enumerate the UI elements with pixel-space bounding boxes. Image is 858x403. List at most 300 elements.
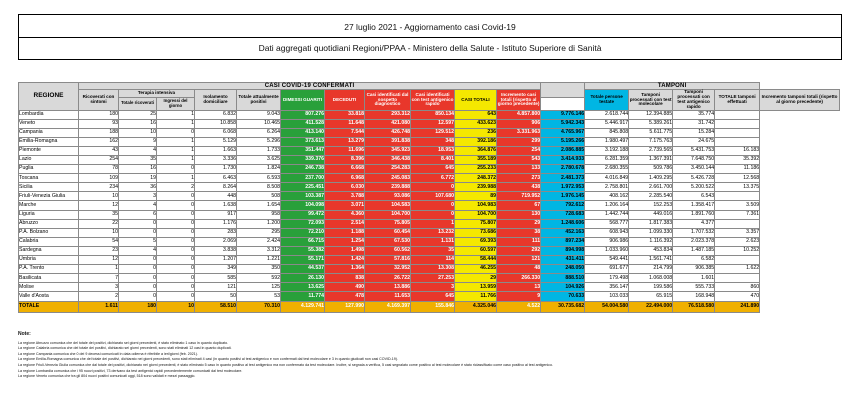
cell-value: 1.358.417: [673, 201, 715, 210]
cell-value: 1.200: [237, 219, 281, 228]
cell-value: 0: [157, 165, 195, 174]
cell-value: 239.988: [455, 183, 497, 192]
cell-value: 103.033: [585, 292, 629, 301]
cell-value: 1.733: [237, 146, 281, 155]
cell-value: 350: [237, 265, 281, 274]
cell-value: 38: [497, 228, 541, 237]
cell-value: 0: [157, 237, 195, 246]
cell-value: 283: [195, 228, 237, 237]
cell-regione: Friuli-Venezia Giulia: [19, 192, 79, 201]
cell-value: 129.512: [411, 128, 455, 137]
notes-section: [18, 331, 840, 380]
cell-value: 3.509: [715, 201, 760, 210]
cell-value: 449.016: [629, 210, 673, 219]
cell-value: 555.733: [673, 283, 715, 292]
cell-value: 67.530: [365, 237, 411, 246]
cell-value: 0: [157, 219, 195, 228]
cell-value: 4: [119, 146, 157, 155]
cell-value: 1.409.295: [629, 174, 673, 183]
sub-header-terapia-intensiva: Terapia intensiva: [119, 90, 195, 97]
cell-value: 57.816: [365, 256, 411, 265]
data-table-wrapper: [18, 82, 840, 313]
cell-value: 1.663: [195, 146, 237, 155]
cell-value: 1.976.145: [541, 192, 585, 201]
cell-value: 346.438: [365, 156, 411, 165]
cell-value: 1.254: [325, 237, 365, 246]
note-line: La regione Friuli-Venezia Giulia comunica che dal totale dei positivi, dichiarato nei giorni precedenti, è stato eliminato 5 caso in quanto positivo al test antigenico ma non confermato da test molecolare. Inoltre, si segnala a verifica, 5 casi segnalato come positivo al test molecolare è stato riclassificato come caso positivo al test antigenico.: [18, 363, 553, 367]
cell-value: 0: [411, 201, 455, 210]
cell-value: 292: [497, 246, 541, 255]
cell-value: 1.116.392: [629, 237, 673, 246]
table-body: [19, 110, 840, 312]
cell-value: 1.498: [325, 246, 365, 255]
cell-total-value: 30.735.682: [541, 301, 585, 312]
report-header: [18, 14, 842, 60]
cell-total-value: 54.004.580: [585, 301, 629, 312]
cell-value: 426.748: [365, 128, 411, 137]
cell-value: 8.401: [411, 156, 455, 165]
cell-value: [715, 137, 760, 146]
cell-total-value: 4.325.046: [455, 301, 497, 312]
cell-value: 26.722: [365, 274, 411, 283]
cell-value: 130: [497, 210, 541, 219]
cell-value: 509.786: [629, 165, 673, 174]
cell-value: 6.772: [411, 174, 455, 183]
cell-value: 906.986: [585, 237, 629, 246]
cell-value: 2.758.801: [585, 183, 629, 192]
cell-value: 99.472: [281, 210, 325, 219]
table-row: [19, 146, 840, 155]
cell-value: 19: [119, 174, 157, 183]
cell-value: 5.296: [237, 137, 281, 146]
col-header-totale-attualmente-positivi: Totale attualmente positivi: [237, 90, 281, 110]
table-row: [19, 201, 840, 210]
col-header-totale-ricoverati: Totale ricoverati: [119, 97, 157, 110]
cell-value: 104.700: [365, 210, 411, 219]
cell-value: 411.528: [281, 119, 325, 128]
table-total-row: [19, 301, 840, 312]
cell-value: 254: [79, 156, 119, 165]
cell-value: 72.093: [281, 219, 325, 228]
cell-value: 0: [119, 265, 157, 274]
cell-value: 16: [119, 119, 157, 128]
col-header-tamponi-molecolare: Tamponi processati con test molecolare: [629, 90, 673, 110]
cell-value: 408.162: [585, 192, 629, 201]
cell-value: 11.696: [325, 146, 365, 155]
cell-value: 6.264: [237, 128, 281, 137]
col-header-ricoverati-sintomi: Ricoverati con sintomi: [79, 90, 119, 110]
cell-value: 906: [497, 119, 541, 128]
col-header-dimessi-guariti: DIMESSI GUARITI: [281, 90, 325, 110]
cell-value: 3.336: [195, 156, 237, 165]
cell-value: 0: [119, 283, 157, 292]
cell-regione: Lazio: [19, 156, 79, 165]
cell-value: 860: [715, 283, 760, 292]
cell-value: 6.543: [673, 192, 715, 201]
cell-value: 293.312: [365, 110, 411, 119]
cell-value: 7.175.763: [629, 137, 673, 146]
cell-value: 5.200.522: [673, 183, 715, 192]
table-row: [19, 137, 840, 146]
cell-value: 3.450.144: [673, 165, 715, 174]
cell-value: 188: [79, 128, 119, 137]
table-row: [19, 265, 840, 274]
cell-value: 3.312: [237, 246, 281, 255]
cell-value: 1.891.760: [673, 210, 715, 219]
covid-data-table: [18, 82, 840, 313]
cell-value: 35: [411, 246, 455, 255]
cell-value: 906.385: [673, 265, 715, 274]
cell-value: 0: [157, 192, 195, 201]
cell-value: 1.033.960: [585, 246, 629, 255]
cell-value: 65.915: [629, 292, 673, 301]
cell-regione: Marche: [19, 201, 79, 210]
cell-value: 1.730: [195, 165, 237, 174]
cell-value: 1.206.164: [585, 201, 629, 210]
cell-value: 1: [79, 265, 119, 274]
cell-value: 3.414.933: [541, 156, 585, 165]
cell-value: 1.487.185: [673, 246, 715, 255]
cell-total-value: 22.494.000: [629, 301, 673, 312]
cell-value: 78: [79, 165, 119, 174]
cell-value: 691.677: [585, 265, 629, 274]
cell-value: 3.788: [325, 192, 365, 201]
cell-value: 7.544: [325, 128, 365, 137]
cell-value: 107.680: [411, 192, 455, 201]
cell-value: 10.252: [715, 246, 760, 255]
cell-value: 43: [79, 146, 119, 155]
cell-value: 29: [497, 219, 541, 228]
cell-value: 643: [455, 110, 497, 119]
cell-value: 807.276: [281, 110, 325, 119]
cell-regione: Abruzzo: [19, 219, 79, 228]
cell-value: 25: [119, 110, 157, 119]
table-row: [19, 128, 840, 137]
cell-regione: Campania: [19, 128, 79, 137]
cell-value: 2: [157, 183, 195, 192]
cell-value: 2.680.355: [585, 165, 629, 174]
cell-value: 10: [79, 228, 119, 237]
cell-value: 72.210: [281, 228, 325, 237]
cell-value: 299: [497, 137, 541, 146]
cell-value: 10.465: [237, 119, 281, 128]
cell-value: 13: [497, 283, 541, 292]
col-header-deceduti: DECEDUTI: [325, 90, 365, 110]
cell-value: 348: [411, 137, 455, 146]
cell-regione: Toscana: [19, 174, 79, 183]
cell-value: 1.188: [325, 228, 365, 237]
cell-total-value: 4.129.741: [281, 301, 325, 312]
cell-value: 345.923: [365, 146, 411, 155]
cell-value: 248.372: [455, 174, 497, 183]
cell-value: 12.568: [715, 174, 760, 183]
cell-value: 237.700: [281, 174, 325, 183]
cell-value: 0: [411, 210, 455, 219]
cell-regione: Umbria: [19, 256, 79, 265]
cell-value: 26.130: [281, 274, 325, 283]
cell-value: 111: [497, 237, 541, 246]
cell-value: 225.451: [281, 183, 325, 192]
cell-value: 46.255: [455, 265, 497, 274]
cell-value: 93: [79, 119, 119, 128]
cell-value: 3: [79, 283, 119, 292]
cell-value: 179.498: [585, 274, 629, 283]
cell-value: 719.952: [497, 192, 541, 201]
cell-value: 2.618.744: [585, 110, 629, 119]
cell-value: 4.360: [325, 210, 365, 219]
col-header-totale-tamponi: TOTALE tamponi effettuati: [715, 90, 760, 110]
cell-value: 109: [79, 174, 119, 183]
cell-value: 1.442.744: [585, 210, 629, 219]
table-row: [19, 119, 840, 128]
cell-value: 75.807: [455, 219, 497, 228]
cell-value: 585: [195, 274, 237, 283]
cell-value: 248.050: [541, 265, 585, 274]
cell-value: 958: [237, 210, 281, 219]
notes-list: [18, 341, 840, 380]
cell-value: 438: [497, 183, 541, 192]
cell-value: 69.393: [455, 237, 497, 246]
cell-value: 543: [497, 156, 541, 165]
cell-total-label: TOTALE: [19, 301, 79, 312]
cell-value: 0: [157, 228, 195, 237]
cell-value: 0: [157, 256, 195, 265]
cell-value: 894.998: [541, 246, 585, 255]
cell-value: 0: [157, 246, 195, 255]
cell-regione: Sicilia: [19, 183, 79, 192]
cell-value: 1: [157, 174, 195, 183]
cell-value: 2.623: [715, 237, 760, 246]
cell-value: 0: [119, 292, 157, 301]
cell-value: 6.832: [195, 110, 237, 119]
cell-value: 0: [157, 128, 195, 137]
cell-value: 448: [195, 192, 237, 201]
report-date-title: 27 luglio 2021 - Aggiornamento casi Covid-19: [344, 22, 516, 32]
cell-value: 4.765.967: [541, 128, 585, 137]
cell-value: 11.766: [455, 292, 497, 301]
cell-value: 44.537: [281, 265, 325, 274]
cell-total-value: 4.169.397: [365, 301, 411, 312]
cell-value: 8.264: [195, 183, 237, 192]
cell-value: 180: [79, 110, 119, 119]
cell-value: 11.653: [365, 292, 411, 301]
cell-value: 48: [497, 265, 541, 274]
cell-value: [715, 110, 760, 119]
cell-value: 104.583: [365, 201, 411, 210]
cell-value: 3.838: [195, 246, 237, 255]
cell-value: 3: [411, 283, 455, 292]
cell-value: 1.131: [411, 237, 455, 246]
cell-value: 2.086.885: [541, 146, 585, 155]
cell-value: 162: [79, 137, 119, 146]
cell-value: 89: [455, 192, 497, 201]
cell-value: 54: [79, 237, 119, 246]
cell-value: 431.411: [541, 256, 585, 265]
cell-value: 1.364: [325, 265, 365, 274]
cell-value: 5.426.728: [673, 174, 715, 183]
cell-value: 16.183: [715, 146, 760, 155]
cell-value: 32.952: [365, 265, 411, 274]
cell-value: 897.234: [541, 237, 585, 246]
table-row: [19, 156, 840, 165]
table-row: [19, 237, 840, 246]
cell-value: 13.625: [281, 283, 325, 292]
cell-value: 12: [79, 256, 119, 265]
cell-value: 234: [79, 183, 119, 192]
cell-value: 236: [455, 128, 497, 137]
cell-value: 13.308: [411, 265, 455, 274]
cell-value: 18.953: [411, 146, 455, 155]
cell-value: 0: [119, 219, 157, 228]
cell-value: 0: [411, 183, 455, 192]
cell-value: 266.330: [497, 274, 541, 283]
cell-value: 2.739.565: [629, 146, 673, 155]
cell-value: 2.514: [325, 219, 365, 228]
cell-value: 35: [119, 156, 157, 165]
cell-value: 413.140: [281, 128, 325, 137]
cell-value: 67: [497, 201, 541, 210]
cell-total-value: 127.990: [325, 301, 365, 312]
cell-value: 1: [157, 146, 195, 155]
col-header-isolamento-domiciliare: Isolamento domiciliare: [195, 90, 237, 110]
cell-value: 104.926: [541, 283, 585, 292]
cell-value: 5.431.753: [673, 146, 715, 155]
cell-value: 0: [157, 265, 195, 274]
cell-value: 792.612: [541, 201, 585, 210]
cell-value: 1: [157, 137, 195, 146]
cell-value: 845.808: [585, 128, 629, 137]
cell-value: 70.633: [541, 292, 585, 301]
cell-value: 2.023.378: [673, 237, 715, 246]
col-header-tamponi-antigenico: Tamponi processati con test antigenico rapido: [673, 90, 715, 110]
cell-value: 125: [237, 283, 281, 292]
cell-value: 60.597: [455, 246, 497, 255]
cell-value: 10: [79, 192, 119, 201]
note-line: La regione Veneto comunica che tra gli 804 nuovi positivi comunicati oggi, 518 sono validati e mezzi passaggio.: [18, 374, 196, 379]
cell-total-value: 241.890: [715, 301, 760, 312]
cell-value: 1: [411, 219, 455, 228]
cell-regione: Lombardia: [19, 110, 79, 119]
report-subtitle: Dati aggregati quotidiani Regioni/PPAA - Ministero della Salute - Istituto Superiore di Sanità: [258, 43, 602, 54]
cell-value: 2.481.373: [541, 174, 585, 183]
cell-value: 60.562: [365, 246, 411, 255]
cell-value: 6.281.359: [585, 156, 629, 165]
cell-value: 1.817.383: [629, 219, 673, 228]
cell-value: 1.824: [237, 165, 281, 174]
cell-value: 36: [119, 183, 157, 192]
cell-value: 13.886: [365, 283, 411, 292]
cell-value: 728.683: [541, 210, 585, 219]
table-row: [19, 183, 840, 192]
cell-total-value: 10: [157, 301, 195, 312]
cell-value: 1.561.741: [629, 256, 673, 265]
col-header-ingressi-giorno: Ingressi del giorno: [157, 97, 195, 110]
cell-value: 452.163: [541, 228, 585, 237]
cell-value: 1.707.532: [673, 228, 715, 237]
cell-value: 55.382: [281, 246, 325, 255]
cell-value: 1.972.953: [541, 183, 585, 192]
col-header-casi-sospetto-diagnostico: Casi identificati dal sospetto diagnostico: [365, 90, 411, 110]
cell-value: 53: [237, 292, 281, 301]
group-header-tamponi: TAMPONI: [585, 83, 760, 90]
cell-value: 568.777: [585, 219, 629, 228]
cell-value: 254.283: [365, 165, 411, 174]
table-row: [19, 110, 840, 119]
cell-value: 1.367.391: [629, 156, 673, 165]
note-line: La regione Lombardia comunica che i 95 nuovi positivi, 73 derivano da test antigenici rapidi precedentemente comunicati dal test molecolare.: [18, 368, 243, 373]
cell-value: 1.176: [195, 219, 237, 228]
cell-value: 3.331.963: [497, 128, 541, 137]
table-row: [19, 174, 840, 183]
cell-value: 239.888: [365, 183, 411, 192]
cell-value: 1.638: [195, 201, 237, 210]
cell-regione: Veneto: [19, 119, 79, 128]
cell-value: 114: [411, 256, 455, 265]
col-header-casi-test-antigenico: Casi identificati con test antigenico rapido: [411, 90, 455, 110]
cell-value: 10: [119, 128, 157, 137]
cell-value: [715, 256, 760, 265]
cell-value: 4.016.849: [585, 174, 629, 183]
cell-value: 3.357: [715, 228, 760, 237]
cell-value: [715, 219, 760, 228]
cell-value: 2.661.700: [629, 183, 673, 192]
col-header-totale-persone-testate: [541, 83, 585, 98]
cell-value: 349: [195, 265, 237, 274]
cell-value: 3: [119, 192, 157, 201]
cell-value: 5.129: [195, 137, 237, 146]
cell-value: 1.654: [237, 201, 281, 210]
cell-regione: Calabria: [19, 237, 79, 246]
cell-value: 27.253: [411, 274, 455, 283]
cell-value: 391.838: [365, 137, 411, 146]
cell-regione: Piemonte: [19, 146, 79, 155]
cell-value: 104.983: [455, 201, 497, 210]
cell-value: 850.134: [411, 110, 455, 119]
cell-value: 6.668: [325, 165, 365, 174]
group-header-casi-confermati: CASI COVID-19 CONFERMATI: [79, 83, 541, 90]
cell-value: 104.700: [455, 210, 497, 219]
cell-value: 917: [195, 210, 237, 219]
cell-value: 0: [157, 292, 195, 301]
cell-value: 1.248.606: [541, 219, 585, 228]
cell-regione: P.A. Trento: [19, 265, 79, 274]
table-row: [19, 274, 840, 283]
cell-value: 199.586: [629, 283, 673, 292]
cell-value: 66.715: [281, 237, 325, 246]
cell-value: 12.394.885: [629, 110, 673, 119]
cell-value: 1: [157, 156, 195, 165]
table-row: [19, 256, 840, 265]
cell-value: 255.233: [455, 165, 497, 174]
cell-value: 1: [157, 110, 195, 119]
cell-regione: Liguria: [19, 210, 79, 219]
cell-value: 6.030: [325, 183, 365, 192]
cell-value: 6.463: [195, 174, 237, 183]
cell-value: 373.613: [281, 137, 325, 146]
table-row: [19, 246, 840, 255]
cell-value: 16: [119, 165, 157, 174]
cell-regione: Sardegna: [19, 246, 79, 255]
cell-value: 75.805: [365, 219, 411, 228]
cell-value: 0: [157, 274, 195, 283]
cell-total-value: 70.310: [237, 301, 281, 312]
cell-value: 50: [195, 292, 237, 301]
cell-value: 104.098: [281, 201, 325, 210]
cell-value: 3.625: [237, 156, 281, 165]
cell-value: 478: [325, 292, 365, 301]
cell-value: 254: [497, 146, 541, 155]
cell-value: 23: [79, 246, 119, 255]
